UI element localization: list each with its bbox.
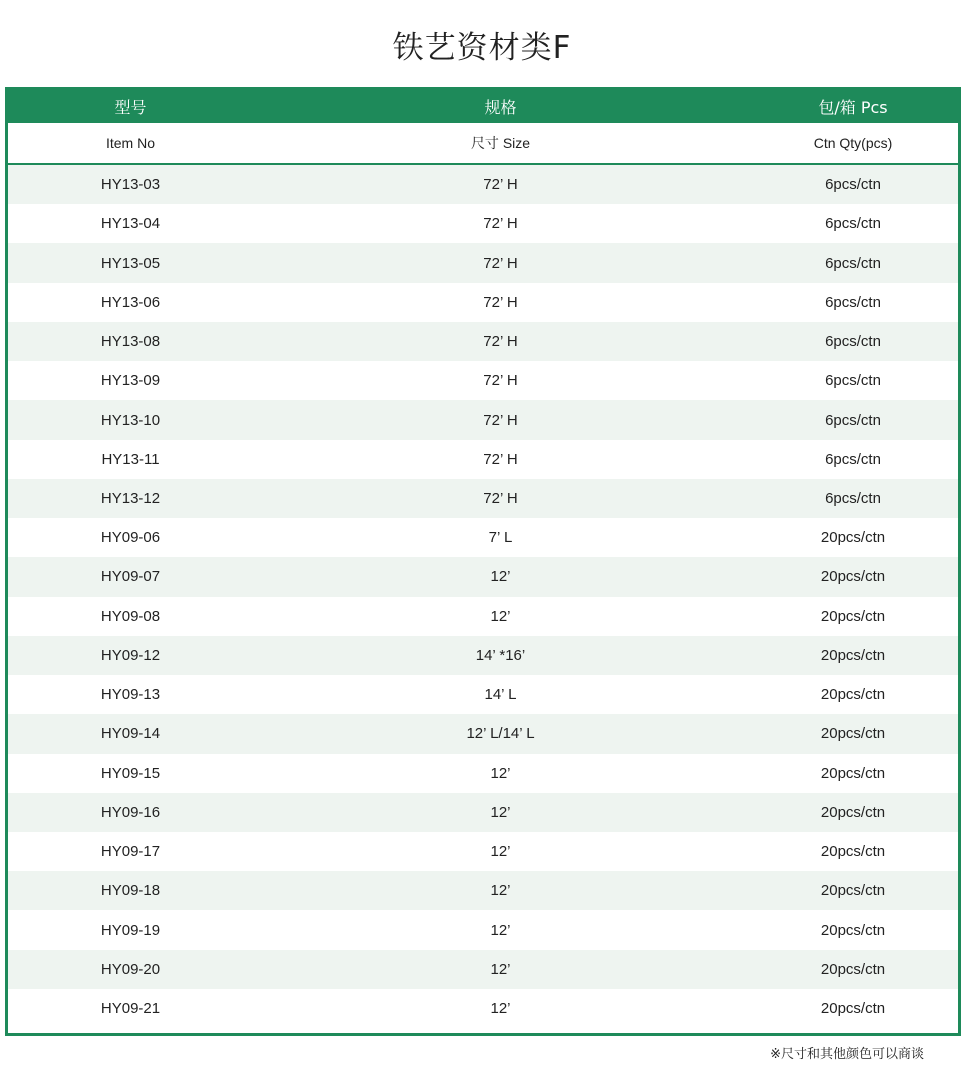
footnote: ※尺寸和其他颜色可以商谈 xyxy=(770,1047,924,1062)
table-row xyxy=(8,597,958,636)
cell-qty: 6pcs/ctn xyxy=(825,176,881,194)
cell-item-no: HY13-10 xyxy=(100,411,161,429)
cell-qty: 20pcs/ctn xyxy=(820,607,886,625)
cell-size: 12’ xyxy=(490,960,511,978)
cell-item-no: HY13-11 xyxy=(101,450,160,468)
cell-size: 12’ xyxy=(490,568,511,586)
table-row xyxy=(8,165,958,204)
table-row xyxy=(8,832,958,871)
table-row xyxy=(8,479,958,518)
cell-qty: 6pcs/ctn xyxy=(825,450,881,468)
table-row xyxy=(8,675,958,714)
table-row xyxy=(8,871,958,910)
cell-size: 72’ H xyxy=(483,411,518,429)
cell-size: 12’ xyxy=(490,1000,511,1018)
table-body xyxy=(8,165,958,1028)
cell-item-no: HY13-03 xyxy=(100,176,161,194)
table-row xyxy=(8,557,958,596)
cell-item-no: HY13-06 xyxy=(100,293,161,311)
header-size-cn: 规格 xyxy=(484,98,517,117)
page-title: 铁艺资材类F xyxy=(392,30,572,66)
cell-size: 72’ H xyxy=(483,254,518,272)
cell-qty: 20pcs/ctn xyxy=(820,568,886,586)
cell-item-no: HY09-15 xyxy=(100,764,161,782)
cell-size: 12’ xyxy=(490,607,511,625)
cell-size: 12’ xyxy=(490,921,511,939)
cell-size: 14’ *16’ xyxy=(475,646,526,664)
header-item-no-cn: 型号 xyxy=(114,98,147,117)
cell-size: 72’ H xyxy=(483,450,518,468)
cell-size: 72’ H xyxy=(483,489,518,507)
cell-qty: 6pcs/ctn xyxy=(825,333,881,351)
cell-item-no: HY09-12 xyxy=(100,646,161,664)
table-row xyxy=(8,989,958,1028)
cell-item-no: HY13-12 xyxy=(100,489,161,507)
cell-qty: 20pcs/ctn xyxy=(820,764,886,782)
cell-qty: 6pcs/ctn xyxy=(825,489,881,507)
header-item-no-en: Item No xyxy=(105,135,155,151)
header-size-en: 尺寸 Size xyxy=(470,135,531,151)
header-qty-en: Ctn Qty(pcs) xyxy=(813,135,893,151)
cell-size: 72’ H xyxy=(483,333,518,351)
table-row xyxy=(8,440,958,479)
cell-size: 7’ L xyxy=(488,529,513,547)
cell-item-no: HY09-08 xyxy=(100,607,161,625)
table-row xyxy=(8,714,958,753)
cell-qty: 20pcs/ctn xyxy=(820,803,886,821)
cell-qty: 20pcs/ctn xyxy=(820,686,886,704)
table-row xyxy=(8,400,958,439)
cell-qty: 6pcs/ctn xyxy=(825,215,881,233)
cell-item-no: HY09-14 xyxy=(100,725,161,743)
cell-item-no: HY09-13 xyxy=(100,686,161,704)
cell-size: 72’ H xyxy=(483,293,518,311)
table-row xyxy=(8,754,958,793)
cell-item-no: HY13-09 xyxy=(100,372,161,390)
table-row xyxy=(8,322,958,361)
cell-size: 72’ H xyxy=(483,215,518,233)
cell-item-no: HY09-17 xyxy=(100,843,161,861)
header-qty-cn: 包/箱 Pcs xyxy=(818,98,888,117)
table-row xyxy=(8,793,958,832)
cell-item-no: HY09-06 xyxy=(100,529,161,547)
table-row xyxy=(8,910,958,949)
cell-size: 12’ xyxy=(490,882,511,900)
cell-item-no: HY09-16 xyxy=(100,803,161,821)
product-table xyxy=(5,87,961,1036)
table-row xyxy=(8,361,958,400)
cell-size: 12’ xyxy=(490,803,511,821)
cell-qty: 6pcs/ctn xyxy=(825,254,881,272)
cell-item-no: HY09-18 xyxy=(100,882,161,900)
cell-item-no: HY09-07 xyxy=(100,568,161,586)
cell-item-no: HY13-05 xyxy=(100,254,161,272)
cell-qty: 20pcs/ctn xyxy=(820,646,886,664)
cell-qty: 6pcs/ctn xyxy=(825,293,881,311)
cell-qty: 20pcs/ctn xyxy=(820,529,886,547)
table-row xyxy=(8,636,958,675)
cell-qty: 20pcs/ctn xyxy=(820,1000,886,1018)
cell-size: 12’ xyxy=(490,843,511,861)
cell-qty: 20pcs/ctn xyxy=(820,725,886,743)
cell-size: 14’ L xyxy=(484,686,517,704)
cell-item-no: HY09-21 xyxy=(100,1000,161,1018)
cell-size: 12’ L/14’ L xyxy=(466,725,535,743)
cell-size: 72’ H xyxy=(483,176,518,194)
table-header-cn xyxy=(8,90,958,123)
cell-qty: 20pcs/ctn xyxy=(820,921,886,939)
table-row xyxy=(8,283,958,322)
table-row xyxy=(8,204,958,243)
cell-item-no: HY09-19 xyxy=(100,921,161,939)
cell-qty: 20pcs/ctn xyxy=(820,882,886,900)
cell-qty: 6pcs/ctn xyxy=(825,372,881,390)
table-header-en xyxy=(8,123,958,165)
table-row xyxy=(8,950,958,989)
cell-qty: 20pcs/ctn xyxy=(820,960,886,978)
table-row xyxy=(8,243,958,282)
table-row xyxy=(8,518,958,557)
cell-item-no: HY13-08 xyxy=(100,333,161,351)
cell-qty: 20pcs/ctn xyxy=(820,843,886,861)
cell-size: 72’ H xyxy=(483,372,518,390)
cell-qty: 6pcs/ctn xyxy=(825,411,881,429)
cell-item-no: HY09-20 xyxy=(100,960,161,978)
cell-size: 12’ xyxy=(490,764,511,782)
cell-item-no: HY13-04 xyxy=(100,215,161,233)
